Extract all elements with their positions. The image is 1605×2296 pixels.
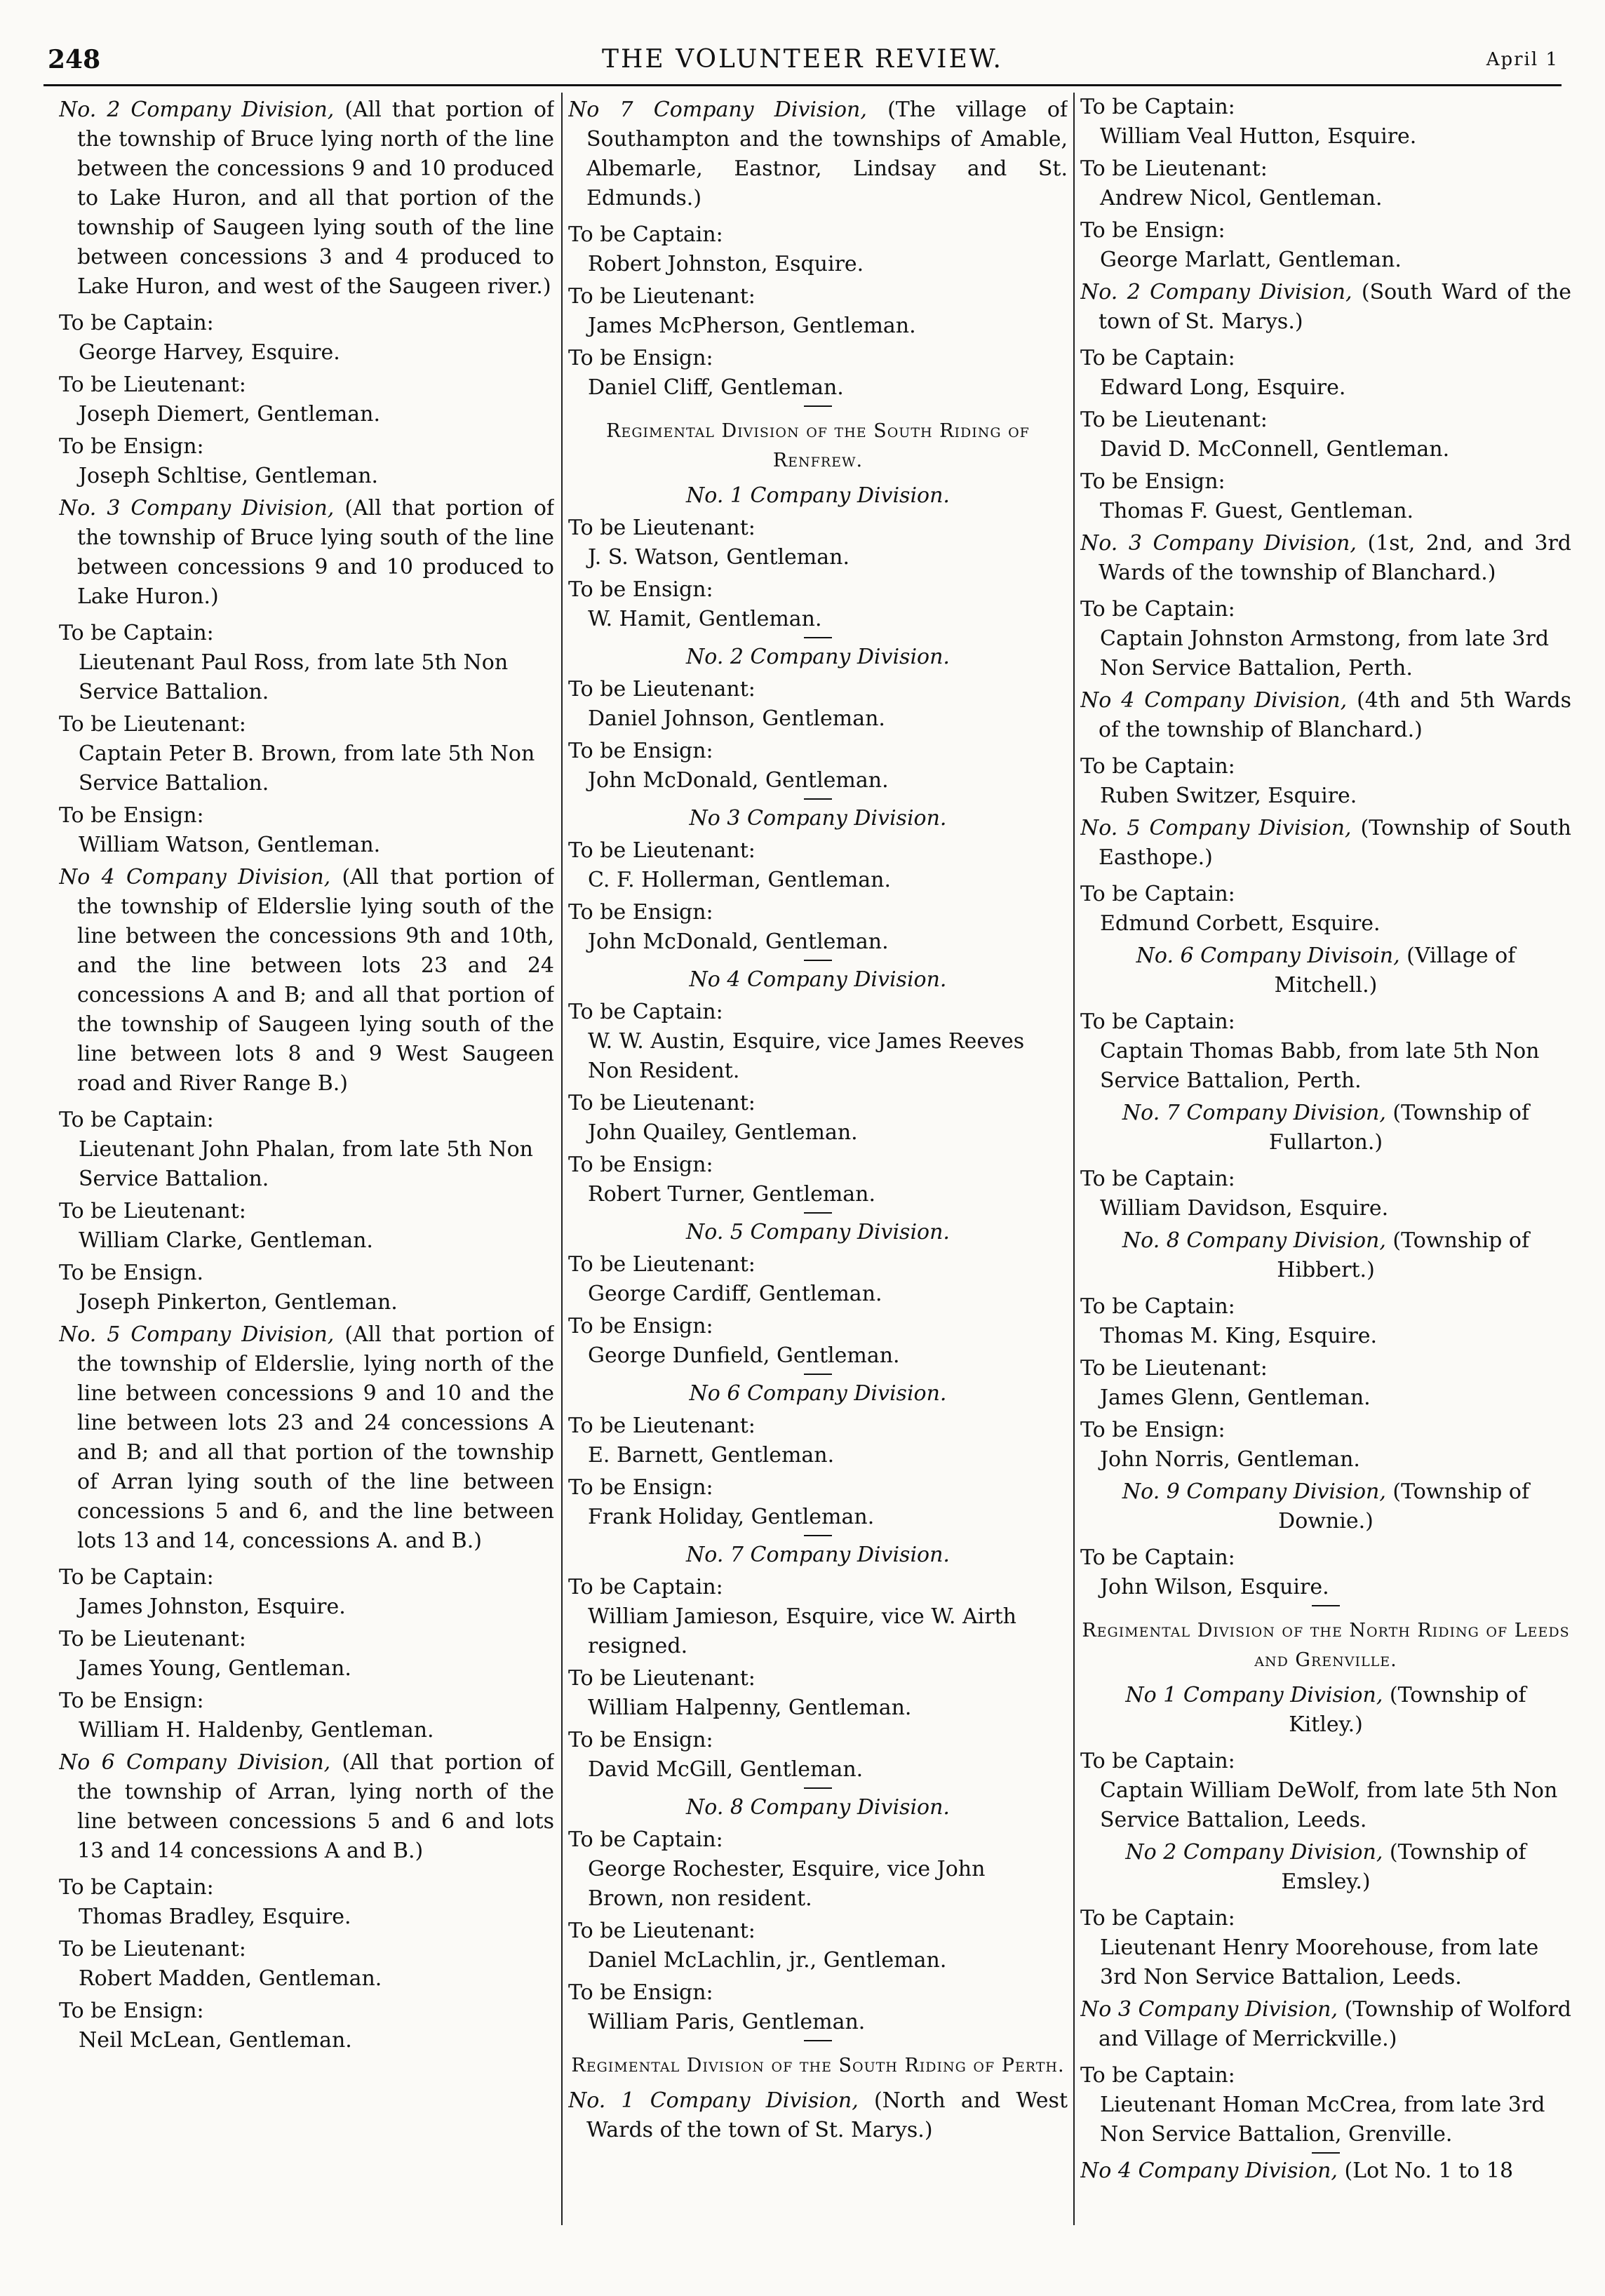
section-dash: [1312, 2152, 1340, 2154]
appointment-label: To be Ensign:: [59, 1999, 204, 2023]
appointment-label: To be Ensign:: [568, 346, 713, 370]
division-paragraph: [59, 494, 554, 612]
section-dash: [804, 637, 832, 638]
appointment-label: To be Captain:: [568, 1000, 723, 1024]
appointee-name: David McGill, Gentleman.: [588, 1757, 864, 1782]
appointee-name: John Norris, Gentleman.: [1100, 1447, 1360, 1472]
appointment-label: To be Lieutenant:: [568, 1919, 756, 1943]
appointment-label: To be Lieutenant:: [568, 838, 756, 863]
division-description: (Village of Mitchell.): [1274, 944, 1516, 998]
company-division-title: No. 6 Company Divisoin,: [1136, 944, 1400, 968]
section-dash: [804, 2040, 832, 2041]
division-paragraph: [1080, 1226, 1571, 1285]
division-paragraph: [1080, 686, 1571, 745]
appointment-label: To be Lieutenant:: [1080, 156, 1268, 181]
appointee-name: James McPherson, Gentleman.: [588, 314, 916, 338]
company-division-title: No. 2 Company Division,: [59, 98, 335, 122]
section-dash: [804, 1374, 832, 1375]
division-description: (Township of Downie.): [1278, 1479, 1530, 1533]
appointment-label: To be Ensign:: [568, 1475, 713, 1500]
appointee-name: James Johnston, Esquire.: [79, 1595, 346, 1619]
appointee-name: William H. Haldenby, Gentleman.: [79, 1718, 434, 1743]
division-description: (All that portion of the township of Bruce lying north of the line between the concessions 9 and 10 produced to Lake Huron, and all that portion of the township of Saugeen lying south of the line between concessions 3 and 4 produced to Lake Huron, and west of the Saugeen river.): [77, 98, 554, 299]
company-division-title: No 4 Company Division,: [59, 865, 331, 889]
publication-title: THE VOLUNTEER REVIEW.: [602, 45, 1003, 74]
appointment-label: To be Ensign:: [568, 739, 713, 763]
company-division-title: No 6 Company Division,: [59, 1750, 331, 1775]
division-paragraph: [1080, 814, 1571, 873]
appointment-label: To be Lieutenant:: [59, 372, 246, 397]
appointee-name: Lieutenant Henry Moorehouse, from late 3rd Non Service Battalion, Leeds.: [1100, 1935, 1539, 1989]
appointment-label: To be Ensign:: [568, 1980, 713, 2005]
division-description: (North and West Wards of the town of St. Marys.): [586, 2088, 1068, 2142]
appointment-label: To be Captain:: [1080, 2063, 1235, 2088]
appointment-label: To be Lieutenant:: [568, 1666, 756, 1691]
appointee-name: J. S. Watson, Gentleman.: [588, 545, 849, 570]
company-division-title: No 4 Company Division,: [1080, 2159, 1338, 2183]
appointment-label: To be Ensign:: [568, 577, 713, 602]
company-subheading: No. 7 Company Division.: [686, 1543, 950, 1567]
appointee-name: William Clarke, Gentleman.: [79, 1228, 373, 1253]
appointee-name: W. Hamit, Gentleman.: [588, 607, 822, 631]
appointment-label: To be Captain:: [1080, 1294, 1235, 1319]
appointee-name: George Marlatt, Gentleman.: [1100, 248, 1402, 272]
company-division-title: No 3 Company Division,: [1080, 1997, 1338, 2022]
division-description: (Township of Wolford and Village of Merrickville.): [1099, 1997, 1571, 2051]
company-subheading: No 6 Company Division.: [689, 1381, 947, 1406]
appointment-label: To be Captain:: [59, 621, 214, 645]
appointee-name: Thomas Bradley, Esquire.: [79, 1905, 351, 1929]
company-subheading: No 4 Company Division.: [689, 967, 947, 992]
division-description: (All that portion of the township of Bruce lying south of the line between concessions 9 and 10 produced to Lake Huron.): [77, 496, 554, 609]
division-paragraph: [59, 863, 554, 1099]
company-division-title: No 4 Company Division,: [1080, 688, 1348, 713]
appointment-label: To be Lieutenant:: [59, 1199, 246, 1223]
company-division-title: No. 5 Company Division,: [59, 1322, 335, 1347]
appointment-label: To be Lieutenant:: [568, 677, 756, 701]
appointment-label: To be Lieutenant:: [568, 284, 756, 309]
company-division-title: No. 3 Company Division,: [59, 496, 335, 521]
appointment-label: To be Captain:: [1080, 754, 1235, 779]
regimental-heading: Regimental Division of the North Riding of Leeds and Grenville.: [1082, 1620, 1570, 1671]
division-description: (All that portion of the township of Arran, lying north of the line between concessions 5 and 6 and lots 13 and 14 concessions A and B.): [77, 1750, 554, 1863]
appointment-label: To be Lieutenant:: [568, 516, 756, 540]
appointee-name: Joseph Schltise, Gentleman.: [79, 464, 379, 488]
appointee-name: Neil McLean, Gentleman.: [79, 2028, 352, 2053]
appointment-label: To be Lieutenant:: [1080, 1356, 1268, 1381]
company-division-title: No. 3 Company Division,: [1080, 531, 1357, 556]
appointment-label: To be Captain:: [1080, 597, 1235, 622]
company-division-title: No 1 Company Division,: [1125, 1683, 1383, 1707]
appointee-name: John McDonald, Gentleman.: [588, 768, 889, 793]
company-subheading: No. 2 Company Division.: [686, 645, 950, 669]
appointment-label: To be Ensign:: [568, 1728, 713, 1752]
appointee-name: E. Barnett, Gentleman.: [588, 1443, 835, 1468]
column-divider: [561, 93, 563, 2225]
appointee-name: John Wilson, Esquire.: [1100, 1575, 1329, 1599]
appointee-name: Daniel McLachlin, jr., Gentleman.: [588, 1948, 947, 1973]
text-column-3: [1080, 93, 1571, 2232]
appointee-name: Captain William DeWolf, from late 5th Non Service Battalion, Leeds.: [1100, 1778, 1558, 1832]
company-subheading: No. 5 Company Division.: [686, 1220, 950, 1244]
appointment-label: To be Lieutenant:: [568, 1091, 756, 1115]
division-description: (Lot No. 1 to 18: [1337, 2159, 1514, 2183]
appointee-name: Daniel Cliff, Gentleman.: [588, 375, 844, 400]
company-division-title: No. 9 Company Division,: [1122, 1479, 1386, 1504]
appointee-name: Robert Turner, Gentleman.: [588, 1182, 876, 1207]
company-subheading: No 3 Company Division.: [689, 806, 947, 831]
division-description: (South Ward of the town of St. Marys.): [1099, 280, 1571, 334]
appointee-name: W. W. Austin, Esquire, vice James Reeves Non Resident.: [588, 1029, 1025, 1083]
division-description: (Township of Kitley.): [1289, 1683, 1526, 1737]
appointee-name: Andrew Nicol, Gentleman.: [1100, 186, 1383, 210]
issue-date: April 1: [1486, 49, 1559, 70]
appointee-name: Frank Holiday, Gentleman.: [588, 1505, 875, 1529]
appointee-name: Captain Johnston Armstong, from late 3rd Non Service Battalion, Perth.: [1100, 626, 1550, 680]
appointee-name: William Paris, Gentleman.: [588, 2010, 866, 2034]
company-division-title: No. 7 Company Division,: [1122, 1101, 1386, 1125]
appointee-name: James Young, Gentleman.: [79, 1656, 351, 1681]
section-dash: [1312, 1605, 1340, 1606]
appointee-name: Captain Peter B. Brown, from late 5th Non Service Battalion.: [79, 741, 535, 795]
division-paragraph: [1080, 1477, 1571, 1536]
company-subheading: No. 1 Company Division.: [686, 483, 950, 508]
appointment-label: To be Lieutenant:: [568, 1414, 756, 1438]
appointee-name: William Watson, Gentleman.: [79, 833, 381, 857]
appointment-label: To be Captain:: [1080, 882, 1235, 906]
appointment-label: To be Ensign:: [59, 803, 204, 828]
appointee-name: John McDonald, Gentleman.: [588, 929, 889, 954]
appointee-name: Captain Thomas Babb, from late 5th Non Service Battalion, Perth.: [1100, 1039, 1540, 1093]
division-description: (All that portion of the township of Elderslie, lying north of the line between concessions 9 and 10 and the line between lots 23 and 24 concessions A and B; and all that portion of the township of Arran lying south of the line between concessions 5 and 6, and the line between lots 13 and 14, concessions A. and B.): [77, 1322, 554, 1553]
appointment-label: To be Captain:: [59, 311, 214, 335]
appointment-label: To be Captain:: [568, 222, 723, 247]
appointee-name: Lieutenant Homan McCrea, from late 3rd Non Service Battalion, Grenville.: [1100, 2093, 1545, 2147]
appointment-label: To be Ensign:: [59, 434, 204, 459]
appointment-label: To be Captain:: [1080, 346, 1235, 370]
division-paragraph: [568, 95, 1068, 213]
division-paragraph: [59, 95, 554, 302]
division-description: (Township of Hibbert.): [1277, 1228, 1530, 1282]
appointee-name: Joseph Diemert, Gentleman.: [79, 402, 381, 427]
appointment-label: To be Captain:: [568, 1827, 723, 1852]
appointment-label: To be Lieutenant:: [1080, 408, 1268, 432]
division-paragraph: [59, 1320, 554, 1556]
column-divider: [1073, 93, 1075, 2225]
section-dash: [804, 405, 832, 407]
appointment-label: To be Ensign:: [1080, 1418, 1225, 1442]
appointee-name: Lieutenant Paul Ross, from late 5th Non Service Battalion.: [79, 650, 509, 704]
division-paragraph: [1080, 941, 1571, 1000]
section-dash: [804, 960, 832, 961]
regimental-heading: Regimental Division of the South Riding of Perth.: [571, 2055, 1065, 2076]
company-division-title: No. 8 Company Division,: [1122, 1228, 1386, 1253]
regimental-heading: Regimental Division of the South Riding of Renfrew.: [606, 420, 1030, 471]
appointment-label: To be Captain:: [1080, 95, 1235, 119]
company-division-title: No 7 Company Division,: [568, 98, 867, 122]
division-paragraph: [1080, 1681, 1571, 1740]
page-number: 248: [48, 45, 101, 74]
appointment-label: To be Lieutenant:: [568, 1252, 756, 1277]
appointee-name: John Quailey, Gentleman.: [588, 1120, 858, 1145]
appointment-label: To be Captain:: [1080, 1167, 1235, 1191]
appointment-label: To be Captain:: [1080, 1906, 1235, 1931]
appointment-label: To be Captain:: [1080, 1009, 1235, 1034]
division-paragraph: [1080, 529, 1571, 588]
appointment-label: To be Captain:: [59, 1565, 214, 1590]
division-paragraph: [568, 2086, 1068, 2145]
appointee-name: Daniel Johnson, Gentleman.: [588, 706, 885, 731]
division-paragraph: [59, 1748, 554, 1866]
section-dash: [804, 1787, 832, 1789]
appointee-name: William Veal Hutton, Esquire.: [1100, 124, 1417, 149]
appointment-label: To be Captain:: [568, 1575, 723, 1599]
appointee-name: William Davidson, Esquire.: [1100, 1196, 1389, 1221]
appointee-name: Ruben Switzer, Esquire.: [1100, 784, 1357, 808]
division-description: (1st, 2nd, and 3rd Wards of the township of Blanchard.): [1099, 531, 1571, 585]
page-header: [43, 42, 1562, 86]
division-paragraph: [1080, 1099, 1571, 1157]
division-description: (The village of Southampton and the townships of Amable, Albemarle, Eastnor, Lindsay and St. Edmunds.): [586, 98, 1068, 210]
company-division-title: No 2 Company Division,: [1125, 1840, 1383, 1865]
appointee-name: Lieutenant John Phalan, from late 5th Non Service Battalion.: [79, 1137, 534, 1191]
appointment-label: To be Lieutenant:: [59, 1627, 246, 1651]
section-dash: [804, 1212, 832, 1214]
appointment-label: To be Ensign:: [568, 900, 713, 925]
company-division-title: No. 5 Company Division,: [1080, 816, 1352, 840]
appointment-label: To be Captain:: [1080, 1749, 1235, 1773]
appointee-name: George Cardiff, Gentleman.: [588, 1282, 882, 1306]
appointment-label: To be Captain:: [1080, 1545, 1235, 1570]
division-paragraph: [1080, 278, 1571, 337]
appointment-label: To be Ensign.: [59, 1261, 204, 1285]
appointment-label: To be Ensign:: [1080, 218, 1225, 243]
text-column-1: [59, 93, 554, 2232]
appointee-name: George Harvey, Esquire.: [79, 340, 340, 365]
appointment-label: To be Ensign:: [1080, 469, 1225, 494]
division-paragraph: [1080, 2156, 1571, 2186]
appointee-name: Robert Johnston, Esquire.: [588, 252, 864, 276]
division-description: (4th and 5th Wards of the township of Blanchard.): [1099, 688, 1571, 742]
appointee-name: George Rochester, Esquire, vice John Brown, non resident.: [588, 1857, 986, 1911]
appointee-name: James Glenn, Gentleman.: [1100, 1385, 1371, 1410]
appointee-name: Edward Long, Esquire.: [1100, 375, 1346, 400]
division-paragraph: [1080, 1838, 1571, 1897]
division-description: (Township of South Easthope.): [1099, 816, 1571, 870]
appointee-name: Thomas F. Guest, Gentleman.: [1100, 499, 1414, 523]
appointment-label: To be Lieutenant:: [59, 712, 246, 737]
appointee-name: Thomas M. King, Esquire.: [1100, 1324, 1378, 1348]
appointment-label: To be Ensign:: [59, 1689, 204, 1713]
appointee-name: David D. McConnell, Gentleman.: [1100, 437, 1450, 462]
division-description: (Township of Emsley.): [1281, 1840, 1526, 1894]
division-description: (All that portion of the township of Elderslie lying south of the line between the concessions 9th and 10th, and the line between lots 23 and 24 concessions A and B; and all that portion of the township of Saugeen lying south of the line between lots 8 and 9 West Saugeen road and River Range B.): [77, 865, 554, 1096]
appointee-name: William Jamieson, Esquire, vice W. Airth resigned.: [588, 1604, 1016, 1658]
section-dash: [804, 1535, 832, 1536]
appointee-name: Joseph Pinkerton, Gentleman.: [79, 1290, 398, 1315]
appointee-name: George Dunfield, Gentleman.: [588, 1343, 900, 1368]
text-column-2: [568, 93, 1068, 2232]
section-dash: [804, 798, 832, 800]
appointment-label: To be Captain:: [59, 1108, 214, 1132]
appointee-name: Robert Madden, Gentleman.: [79, 1966, 382, 1991]
company-division-title: No. 2 Company Division,: [1080, 280, 1352, 304]
appointment-label: To be Ensign:: [568, 1314, 713, 1338]
appointee-name: William Halpenny, Gentleman.: [588, 1696, 912, 1720]
company-subheading: No. 8 Company Division.: [686, 1795, 950, 1820]
division-paragraph: [1080, 1995, 1571, 2054]
appointment-label: To be Ensign:: [568, 1153, 713, 1177]
appointment-label: To be Captain:: [59, 1875, 214, 1900]
division-description: (Township of Fullarton.): [1268, 1101, 1530, 1155]
appointee-name: C. F. Hollerman, Gentleman.: [588, 868, 892, 892]
appointee-name: Edmund Corbett, Esquire.: [1100, 911, 1381, 936]
appointment-label: To be Lieutenant:: [59, 1937, 246, 1961]
company-division-title: No. 1 Company Division,: [568, 2088, 859, 2113]
